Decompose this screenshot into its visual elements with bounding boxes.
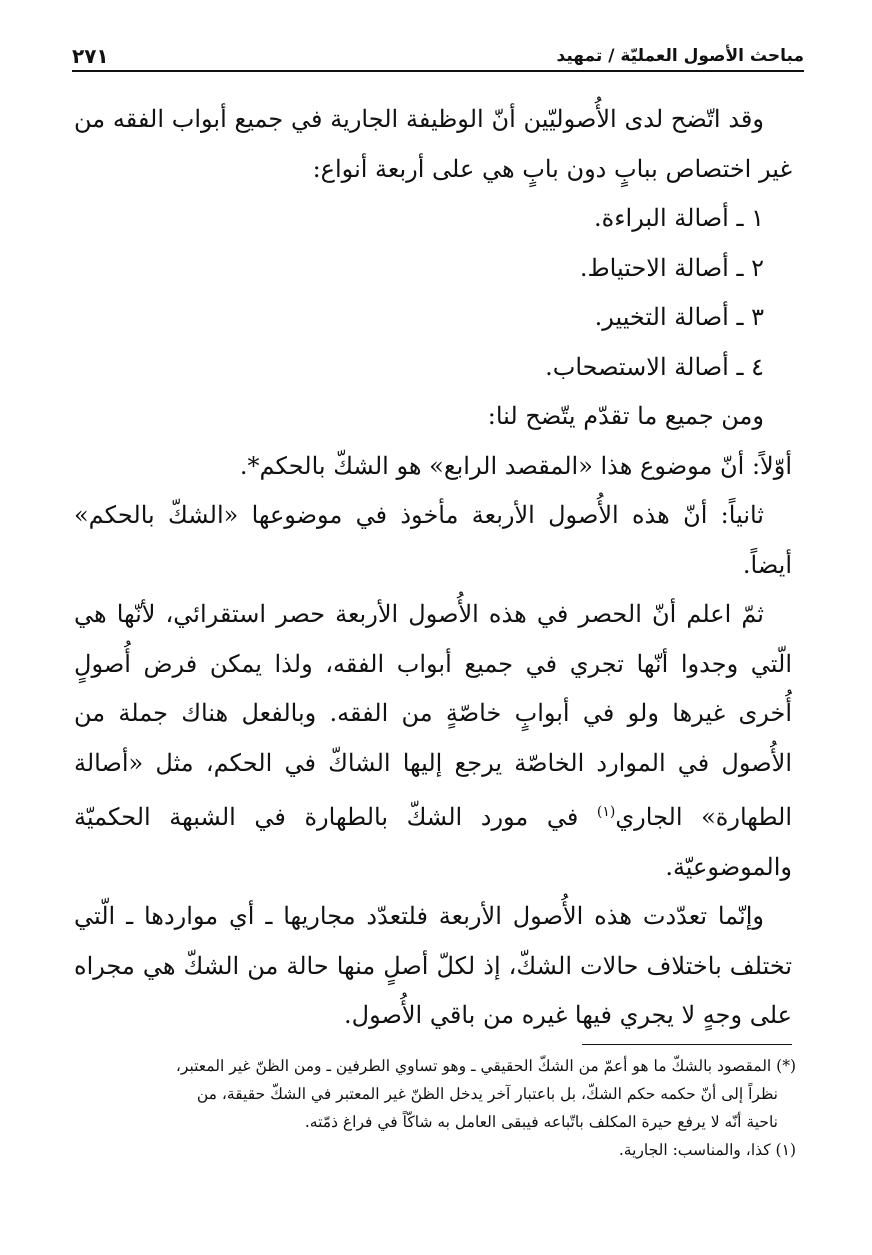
footnote-ref-1: (١) [596,804,616,820]
footnote-star-line-1: (*) المقصود بالشكّ ما هو أعمّ من الشكّ الحقيقي ـ وهو تساوي الطرفين ـ ومن الظنّ غير المعتبر، [175,1057,796,1075]
conclusion-intro: ومن جميع ما تقدّم يتّضح لنا: [487,402,764,430]
second-point: ثانياً: أنّ هذه الأُصول الأربعة مأخوذ في موضوعها «الشكّ بالحكم» أيضاً. [74,501,792,579]
footnote-star-line-3: ناحية أنّه لا يرفع حيرة المكلف باتّباعه فيبقى العامل به شاكّاً في فراغ ذمّته. [304,1113,778,1131]
list-item-1: ١ ـ أصالة البراءة. [594,204,764,232]
footnote-separator [582,1044,792,1045]
page-number: ٢٧١ [72,44,109,68]
page-header [72,36,804,72]
footnote-1: (١) كذا، والمناسب: الجارية. [618,1141,796,1159]
induction-text-b: في مورد الشكّ بالطهارة في الشبهة الحكميّة والموضوعيّة. [74,803,792,881]
footnote-star-line-2: نظراً إلى أنّ حكمه حكم الشكّ، بل باعتبار آخر يدخل الظنّ غير المعتبر في الشكّ حقيقة، من [196,1085,778,1103]
induction-text-a: ثمّ اعلم أنّ الحصر في هذه الأُصول الأربعة حصر استقرائي، لأنّها هي الّتي وجدوا أنّها تجري في جميع أبواب الفقه، ولذا يمكن فرض أُصولٍ أُخرى غيرها ولو في أبوابٍ خاصّةٍ من الفقه. وبالفعل هناك جملة من الأُصول في الموارد الخاصّة يرجع إليها الشاكّ في الحكم، مثل «أصالة الطهارة» الجاري [74,600,792,831]
list-item-2: ٢ ـ أصالة الاحتياط. [579,253,764,282]
induction-paragraph [74,590,792,892]
multiplicity-paragraph: وإنّما تعدّدت هذه الأُصول الأربعة فلتعدّد مجاريها ـ أي مواردها ـ الّتي تختلف باختلاف حالات الشكّ، إذ لكلّ أصلٍ منها حالة من الشكّ هي مجراه على وجهٍ لا يجري فيها غيره من باقي الأُصول. [74,902,792,1029]
intro-paragraph: وقد اتّضح لدى الأُصوليّين أنّ الوظيفة الجارية في جميع أبواب الفقه من غير اختصاص ببابٍ دون بابٍ هي على أربعة أنواع: [74,105,792,183]
first-point: أوّلاً: أنّ موضوع هذا «المقصد الرابع» هو الشكّ بالحكم*. [239,451,792,480]
list-item-4: ٤ ـ أصالة الاستصحاب. [545,352,764,381]
running-title: مباحث الأصول العمليّة / تمهيد [556,46,804,66]
list-item-3: ٣ ـ أصالة التخيير. [594,303,764,331]
main-text [74,95,792,1041]
footnotes [70,1052,796,1164]
